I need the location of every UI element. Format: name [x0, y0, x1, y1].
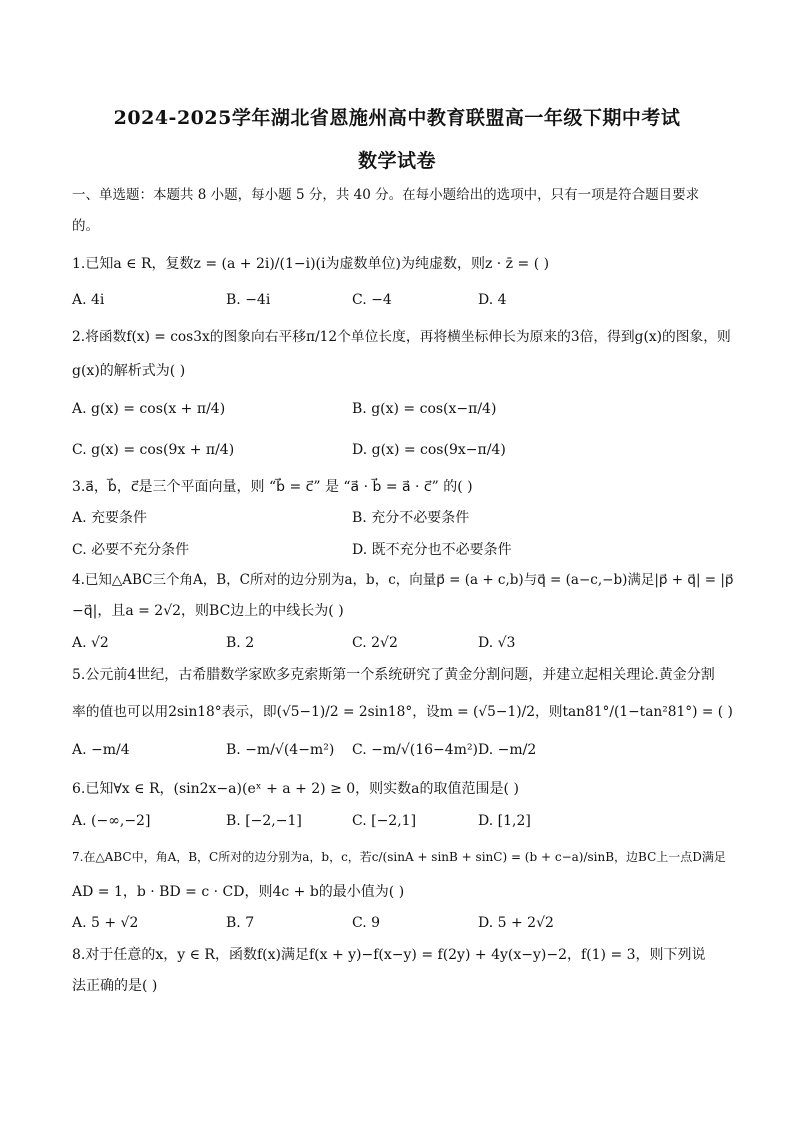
q6-option-c: C. [−2,1]	[352, 813, 417, 829]
q5-option-c: C. −m/√(16−4m²)	[352, 742, 479, 758]
question-6-stem: 6.已知∀x ∈ R，(sin2x−a)(eˣ + a + 2) ≥ 0，则实数a的取值范围是( )	[72, 781, 519, 797]
question-5-stem-cont: 率的值也可以用2sin18°表示，即(√5−1)/2 = 2sin18°，设m = (√5−1)/2，则tan81°/(1−tan²81°) = ( )	[72, 704, 733, 720]
q1-option-b: B. −4i	[226, 292, 271, 308]
q7-option-a: A. 5 + √2	[72, 915, 139, 931]
q2-option-d: D. g(x) = cos(9x−π/4)	[352, 442, 506, 458]
q4-option-b: B. 2	[226, 635, 255, 651]
question-2-stem: 2.将函数f(x) = cos3x的图象向右平移π/12个单位长度，再将横坐标伸长为原来的3倍，得到g(x)的图象，则	[72, 329, 731, 345]
q2-option-b: B. g(x) = cos(x−π/4)	[352, 401, 497, 417]
q7-option-b: B. 7	[226, 915, 255, 931]
q7-option-c: C. 9	[352, 915, 381, 931]
q4-option-d: D. √3	[478, 635, 516, 651]
q3-option-c: C. 必要不充分条件	[72, 542, 190, 558]
question-7-stem: 7.在△ABC中，角A，B，C所对的边分别为a，b，c，若c/(sinA + sinB + sinC) = (b + c−a)/sinB，边BC上一点D满足	[72, 850, 726, 864]
q1-option-d: D. 4	[478, 292, 507, 308]
q3-option-b: B. 充分不必要条件	[352, 510, 470, 526]
question-4-stem-cont: −q⃗|，且a = 2√2，则BC边上的中线长为( )	[72, 603, 344, 619]
question-8-stem: 8.对于任意的x，y ∈ R，函数f(x)满足f(x + y)−f(x−y) = f(2y) + 4y(x−y)−2，f(1) = 3，则下列说	[72, 947, 706, 963]
section-heading: 一、单选题：本题共 8 小题，每小题 5 分，共 40 分。在每小题给出的选项中，只有一项是符合题目要求	[72, 187, 700, 203]
q4-option-c: C. 2√2	[352, 635, 398, 651]
q4-option-a: A. √2	[72, 635, 109, 651]
question-1-stem: 1.已知a ∈ R，复数z = (a + 2i)/(1−i)(i为虚数单位)为纯虚数，则z · z̄ = ( )	[72, 256, 550, 272]
question-3-stem: 3.a⃗，b⃗，c⃗是三个平面向量，则 “b⃗ = c⃗” 是 “a⃗ · b⃗ = a⃗ · c⃗” 的( )	[72, 479, 473, 495]
question-2-stem-cont: g(x)的解析式为( )	[72, 363, 186, 379]
q3-option-a: A. 充要条件	[72, 510, 148, 526]
q6-option-a: A. (−∞,−2]	[72, 813, 151, 829]
question-5-stem: 5.公元前4世纪，古希腊数学家欧多克索斯第一个系统研究了黄金分割问题，并建立起相关理论.黄金分割	[72, 667, 715, 683]
q5-option-d: D. −m/2	[478, 742, 537, 758]
q6-option-d: D. [1,2]	[478, 813, 531, 829]
q1-option-c: C. −4	[352, 292, 392, 308]
question-4-stem: 4.已知△ABC三个角A，B，C所对的边分别为a，b，c，向量p⃗ = (a + c,b)与q⃗ = (a−c,−b)满足|p⃗ + q⃗| = |p⃗	[72, 572, 734, 588]
exam-title	[0, 103, 794, 130]
q7-option-d: D. 5 + 2√2	[478, 915, 554, 931]
q6-option-b: B. [−2,−1]	[226, 813, 302, 829]
q1-option-a: A. 4i	[72, 292, 105, 308]
title-text: 数学试卷	[357, 150, 436, 172]
q5-option-b: B. −m/√(4−m²)	[226, 742, 335, 758]
section-heading-cont: 的。	[72, 218, 99, 234]
q2-option-a: A. g(x) = cos(x + π/4)	[72, 401, 226, 417]
q5-option-a: A. −m/4	[72, 742, 130, 758]
title-text: 2024-2025学年湖北省恩施州高中教育联盟高一年级下期中考试	[113, 107, 681, 129]
q2-option-c: C. g(x) = cos(9x + π/4)	[72, 442, 235, 458]
question-8-stem-cont: 法正确的是( )	[72, 978, 158, 994]
q3-option-d: D. 既不充分也不必要条件	[352, 542, 512, 558]
question-7-stem-cont: AD = 1，b · BD = c · CD，则4c + b的最小值为( )	[72, 884, 405, 900]
exam-subtitle	[0, 146, 794, 173]
